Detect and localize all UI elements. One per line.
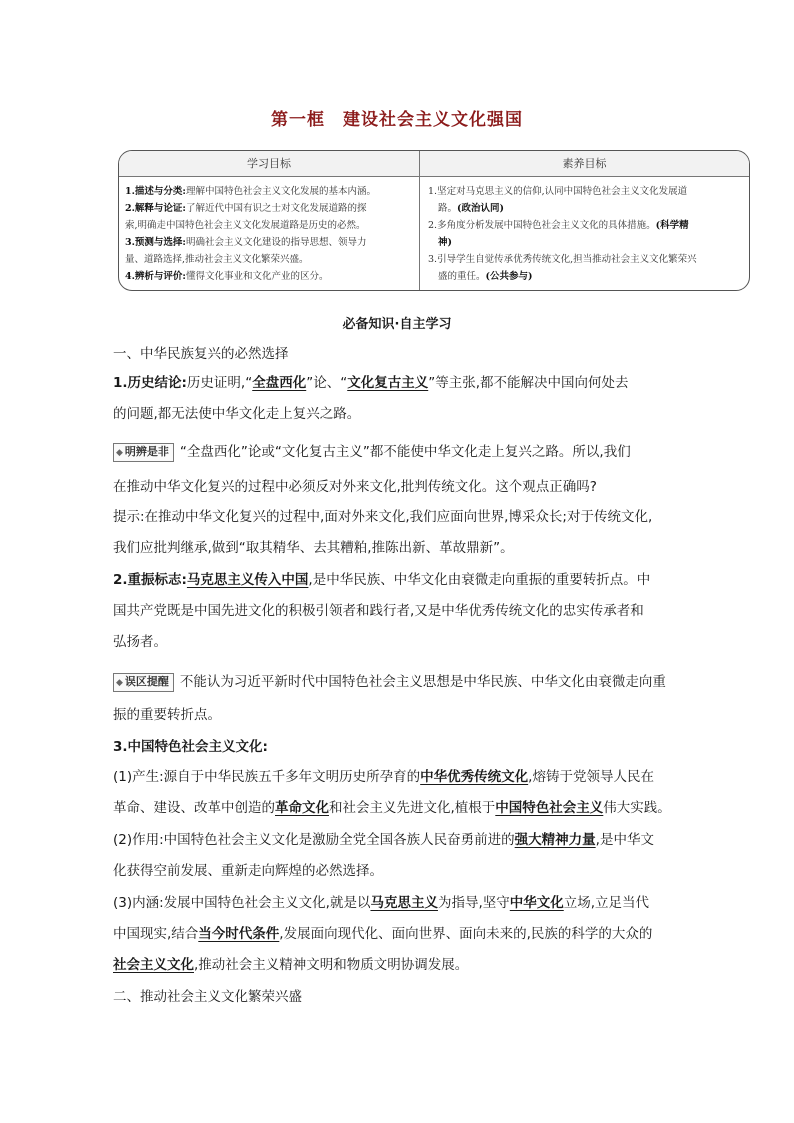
diamond-icon: ◆	[116, 678, 123, 688]
p3a-line-1: (1)产生:源自于中华民族五千多年文明历史所孕育的中华优秀传统文化,熔铸于党领导人民在	[113, 769, 654, 785]
tag2-line-1: ◆ 误区提醒 不能认为习近平新时代中国特色社会主义思想是中华民族、中华文化由衰微走向重	[113, 672, 666, 692]
p3c-line-1: (3)内涵:发展中国特色社会主义文化,就是以马克思主义为指导,坚守中华文化立场,立足当代	[113, 895, 650, 911]
heading-2: 二、推动社会主义文化繁荣兴盛	[113, 989, 302, 1005]
p3a-line-2: 革命、建设、改革中创造的革命文化和社会主义先进文化,植根于中国特色社会主义伟大实践。	[113, 800, 671, 816]
p1-line-1: 1.历史结论:历史证明,“全盘西化”论、“文化复古主义”等主张,都不能解决中国向何处去	[113, 375, 629, 391]
learning-goal-3-cont: 量、道路选择,推动社会主义文化繁荣兴盛。	[125, 254, 309, 265]
p3b-line-1: (2)作用:中国特色社会主义文化是激励全党全国各族人民奋勇前进的强大精神力量,是中华文	[113, 832, 654, 848]
heading-1: 一、中华民族复兴的必然选择	[113, 346, 289, 362]
learning-goals-list	[119, 177, 419, 290]
title-part-2: 建设社会主义文化强国	[343, 110, 523, 130]
literacy-goal-3: 3.引导学生自觉传承优秀传统文化,担当推动社会主义文化繁荣兴	[428, 254, 697, 265]
learning-goal-3: 3.预测与选择:明确社会主义文化建设的指导思想、领导力	[125, 237, 367, 248]
tag-misconception: ◆ 误区提醒	[113, 673, 174, 692]
literacy-goal-1: 1.坚定对马克思主义的信仰,认同中国特色社会主义文化发展道	[428, 186, 688, 197]
p3b-line-2: 化获得空前发展、重新走向辉煌的必然选择。	[113, 863, 383, 879]
p3c-line-2: 中国现实,结合当今时代条件,发展面向现代化、面向世界、面向未来的,民族的科学的大众的	[113, 926, 653, 942]
literacy-goal-2-cont: 神)	[438, 237, 452, 248]
diamond-icon: ◆	[116, 448, 123, 458]
learning-goal-4: 4.辨析与评价:懂得文化事业和文化产业的区分。	[125, 271, 329, 282]
literacy-goal-2: 2.多角度分析发展中国特色社会主义文化的具体措施。(科学精	[428, 220, 689, 231]
section-title: 必备知识·自主学习	[342, 317, 452, 332]
p2-line-1: 2.重振标志:马克思主义传入中国,是中华民族、中华文化由衰微走向重振的重要转折点。中	[113, 572, 651, 588]
title-part-1: 第一框	[271, 110, 325, 130]
tag1-line-1: ◆ 明辨是非 “全盘西化”论或“文化复古主义”都不能使中华文化走上复兴之路。所以,我们	[113, 442, 631, 462]
p2-line-2: 国共产党既是中国先进文化的积极引领者和践行者,又是中华优秀传统文化的忠实传承者和	[113, 603, 644, 619]
page-title	[0, 105, 794, 130]
p3c-line-3: 社会主义文化,推动社会主义精神文明和物质文明协调发展。	[113, 957, 469, 973]
p1-line-2: 的问题,都无法使中华文化走上复兴之路。	[113, 406, 361, 422]
goals-table	[118, 150, 750, 291]
hint-line-1: 提示:在推动中华文化复兴的过程中,面对外来文化,我们应面向世界,博采众长;对于传统文化,	[113, 509, 653, 525]
p3-heading: 3.中国特色社会主义文化:	[113, 739, 268, 755]
p2-line-3: 弘扬者。	[113, 634, 167, 650]
learning-goal-1: 1.描述与分类:理解中国特色社会主义文化发展的基本内涵。	[125, 186, 376, 197]
hint-line-2: 我们应批判继承,做到“取其精华、去其糟粕,推陈出新、革故鼎新”。	[113, 540, 514, 556]
tag1-line-2: 在推动中华文化复兴的过程中必须反对外来文化,批判传统文化。这个观点正确吗?	[113, 479, 597, 495]
tag2-line-2: 振的重要转折点。	[113, 707, 221, 723]
literacy-goals-header: 素养目标	[420, 151, 749, 177]
learning-goals-header: 学习目标	[119, 151, 419, 177]
tag-discern: ◆ 明辨是非	[113, 443, 174, 462]
literacy-goal-3-cont: 盛的重任。(公共参与)	[438, 271, 533, 282]
literacy-goal-1-cont: 路。(政治认同)	[438, 203, 505, 214]
learning-goal-2-cont: 索,明确走中国特色社会主义文化发展道路是历史的必然。	[125, 220, 366, 231]
literacy-goals-list	[420, 177, 749, 290]
learning-goal-2: 2.解释与论证:了解近代中国有识之士对文化发展道路的探	[125, 203, 367, 214]
